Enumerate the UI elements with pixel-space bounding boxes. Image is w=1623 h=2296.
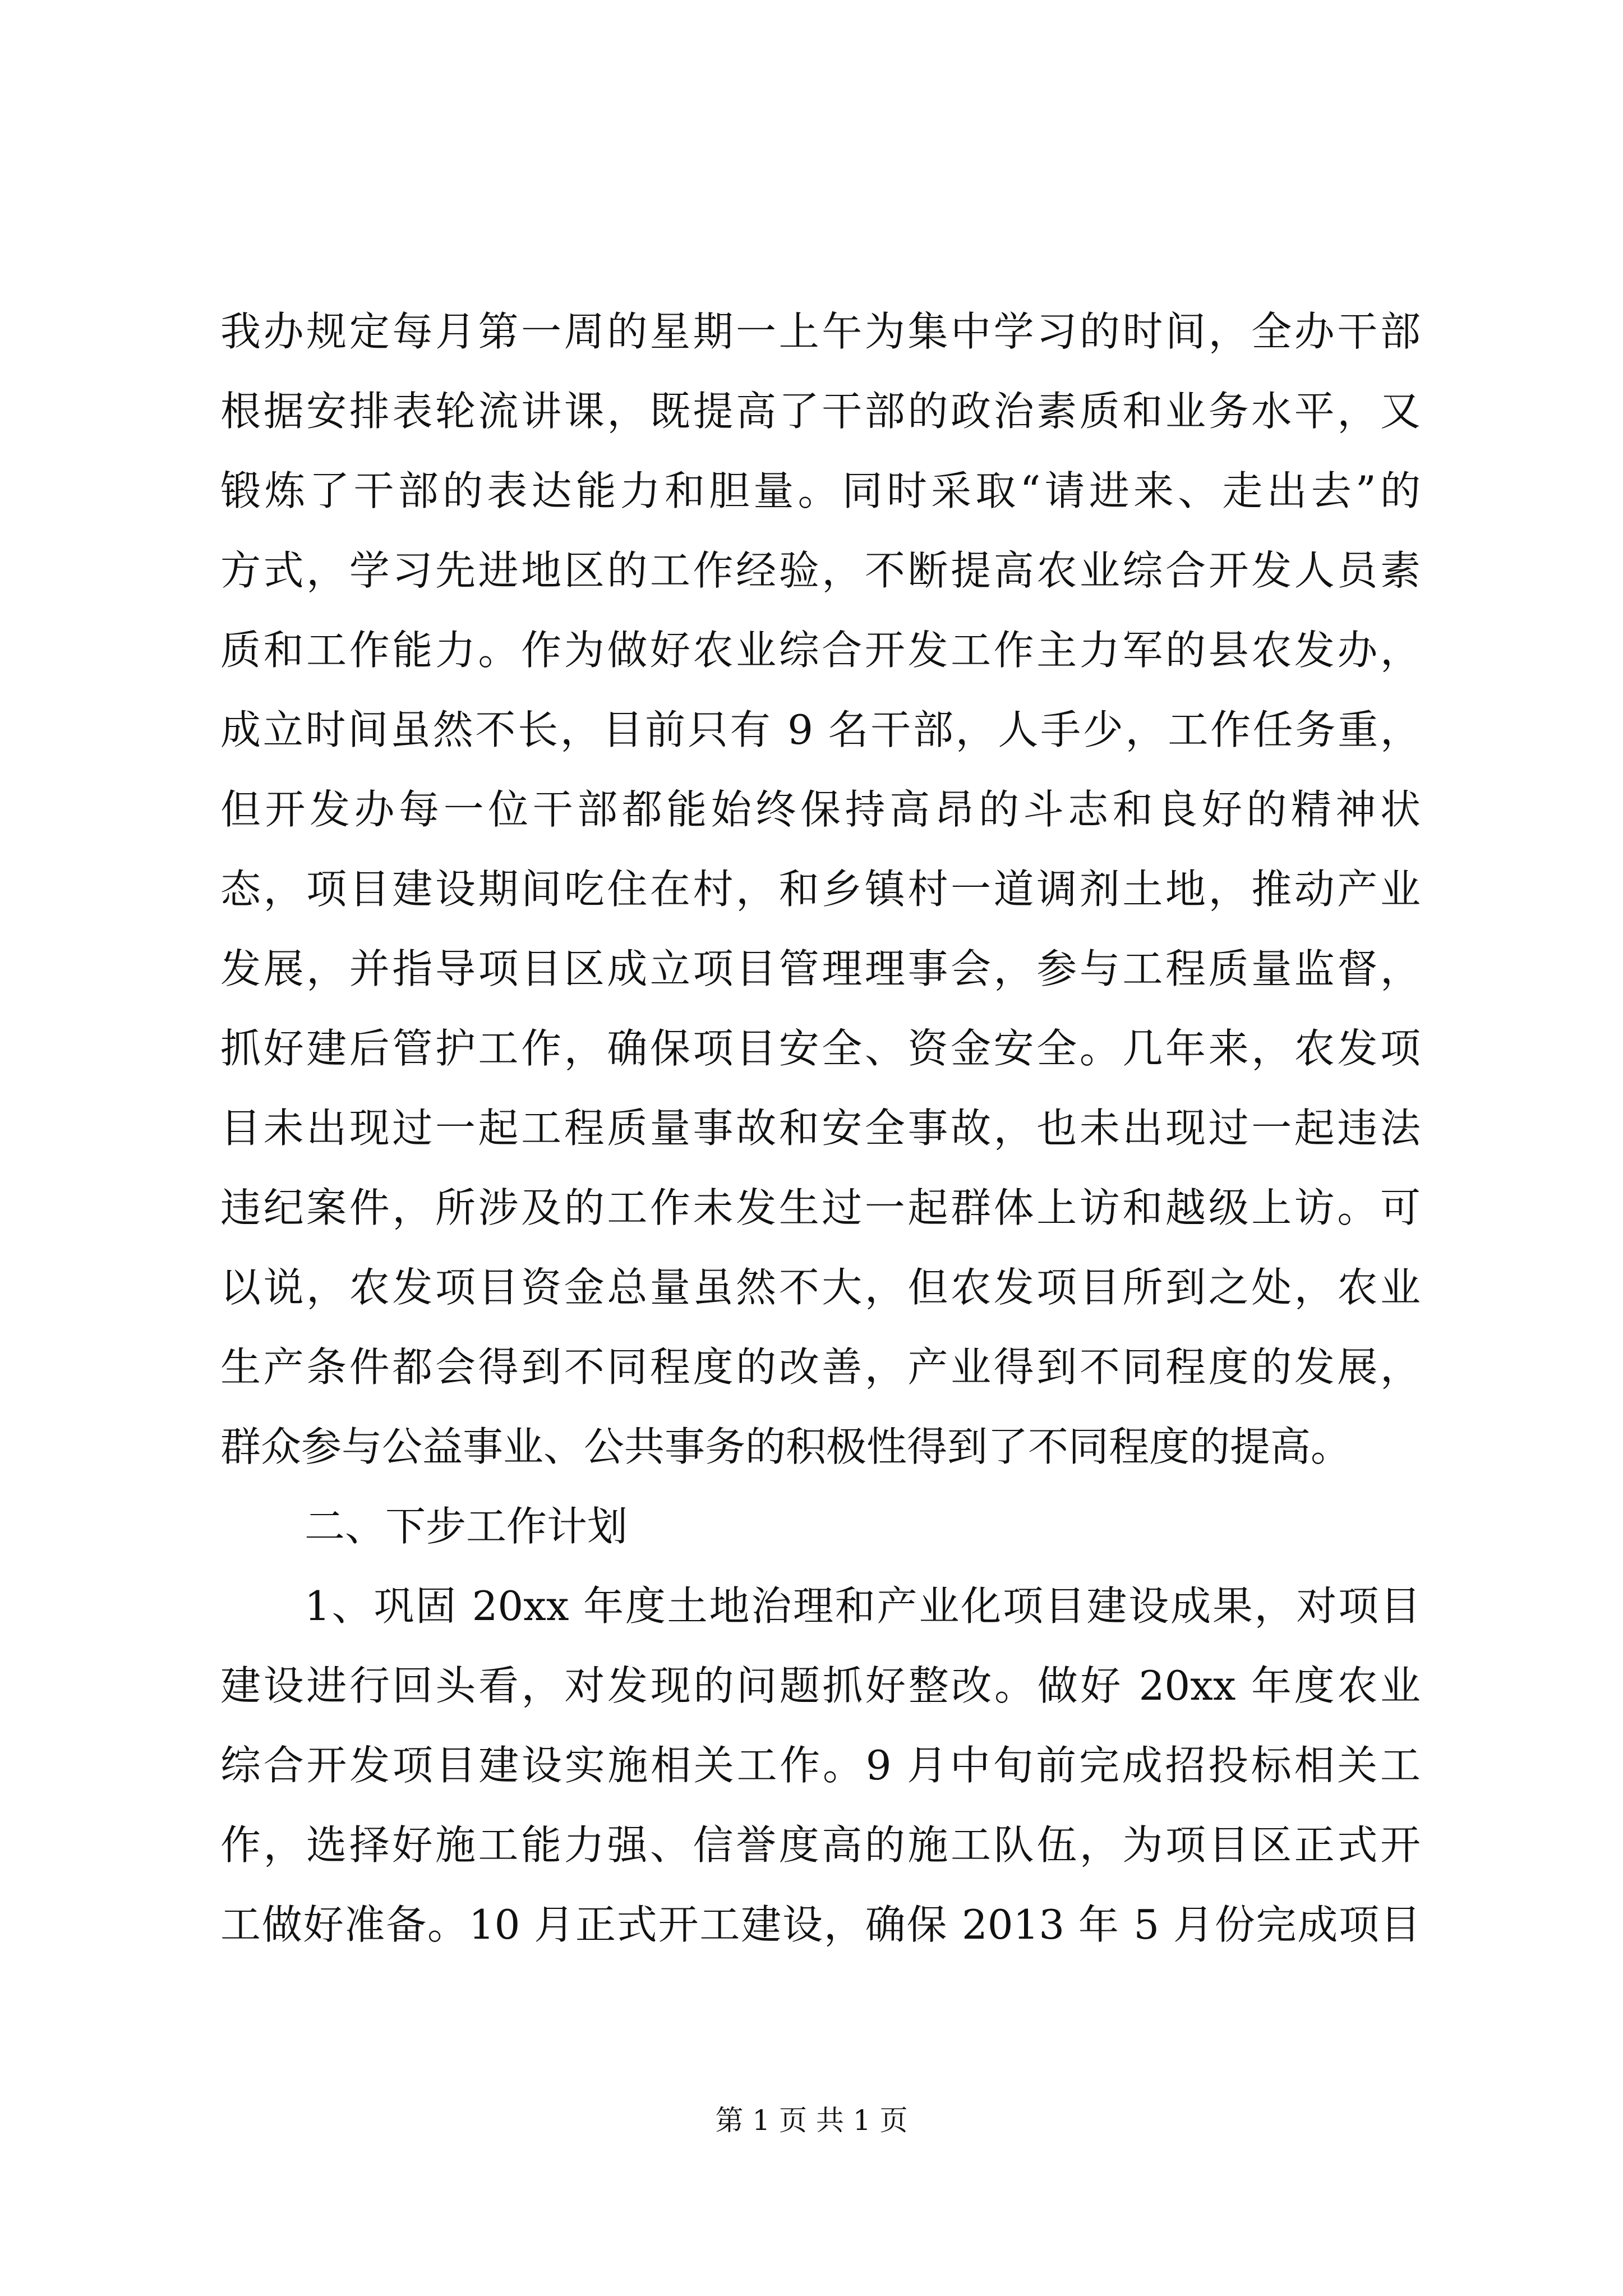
body-text	[220, 292, 1421, 1964]
text-line: 根据安排表轮流讲课，既提高了干部的政治素质和业务水平，又	[220, 388, 1421, 435]
text-line: 违纪案件，所涉及的工作未发生过一起群体上访和越级上访。可	[220, 1184, 1421, 1231]
text-line: 生产条件都会得到不同程度的改善，产业得到不同程度的发展，	[220, 1343, 1421, 1391]
page-footer: 第 1 页 共 1 页	[715, 2104, 908, 2137]
text-line: 态，项目建设期间吃住在村，和乡镇村一道调剂土地，推动产业	[220, 866, 1421, 913]
text-line: 方式，学习先进地区的工作经验，不断提高农业综合开发人员素	[220, 547, 1421, 594]
text-line: 抓好建后管护工作，确保项目安全、资金安全。几年来，农发项	[220, 1025, 1421, 1072]
text-line: 综合开发项目建设实施相关工作。9 月中旬前完成招投标相关工	[220, 1742, 1421, 1789]
text-line: 建设进行回头看，对发现的问题抓好整改。做好 20xx 年度农业	[220, 1662, 1421, 1709]
text-line: 1、巩固 20xx 年度土地治理和产业化项目建设成果，对项目	[305, 1582, 1421, 1630]
text-line: 工做好准备。10 月正式开工建设，确保 2013 年 5 月份完成项目	[220, 1901, 1421, 1948]
text-line: 成立时间虽然不长，目前只有 9 名干部，人手少，工作任务重，	[220, 706, 1421, 753]
text-line: 发展，并指导项目区成立项目管理理事会，参与工程质量监督，	[220, 945, 1421, 992]
text-line: 我办规定每月第一周的星期一上午为集中学习的时间，全办干部	[220, 308, 1421, 355]
text-line: 目未出现过一起工程质量事故和安全事故，也未出现过一起违法	[220, 1105, 1421, 1152]
text-line: 质和工作能力。作为做好农业综合开发工作主力军的县农发办，	[220, 627, 1421, 674]
text-line: 作，选择好施工能力强、信誉度高的施工队伍，为项目区正式开	[220, 1821, 1421, 1869]
text-line: 以说，农发项目资金总量虽然不大，但农发项目所到之处，农业	[220, 1264, 1421, 1311]
text-line: 群众参与公益事业、公共事务的积极性得到了不同程度的提高。	[220, 1423, 1352, 1470]
text-line: 但开发办每一位干部都能始终保持高昂的斗志和良好的精神状	[220, 786, 1421, 833]
section-heading: 二、下步工作计划	[305, 1503, 628, 1550]
text-line: 锻炼了干部的表达能力和胆量。同时采取“请进来、走出去”的	[220, 467, 1421, 514]
